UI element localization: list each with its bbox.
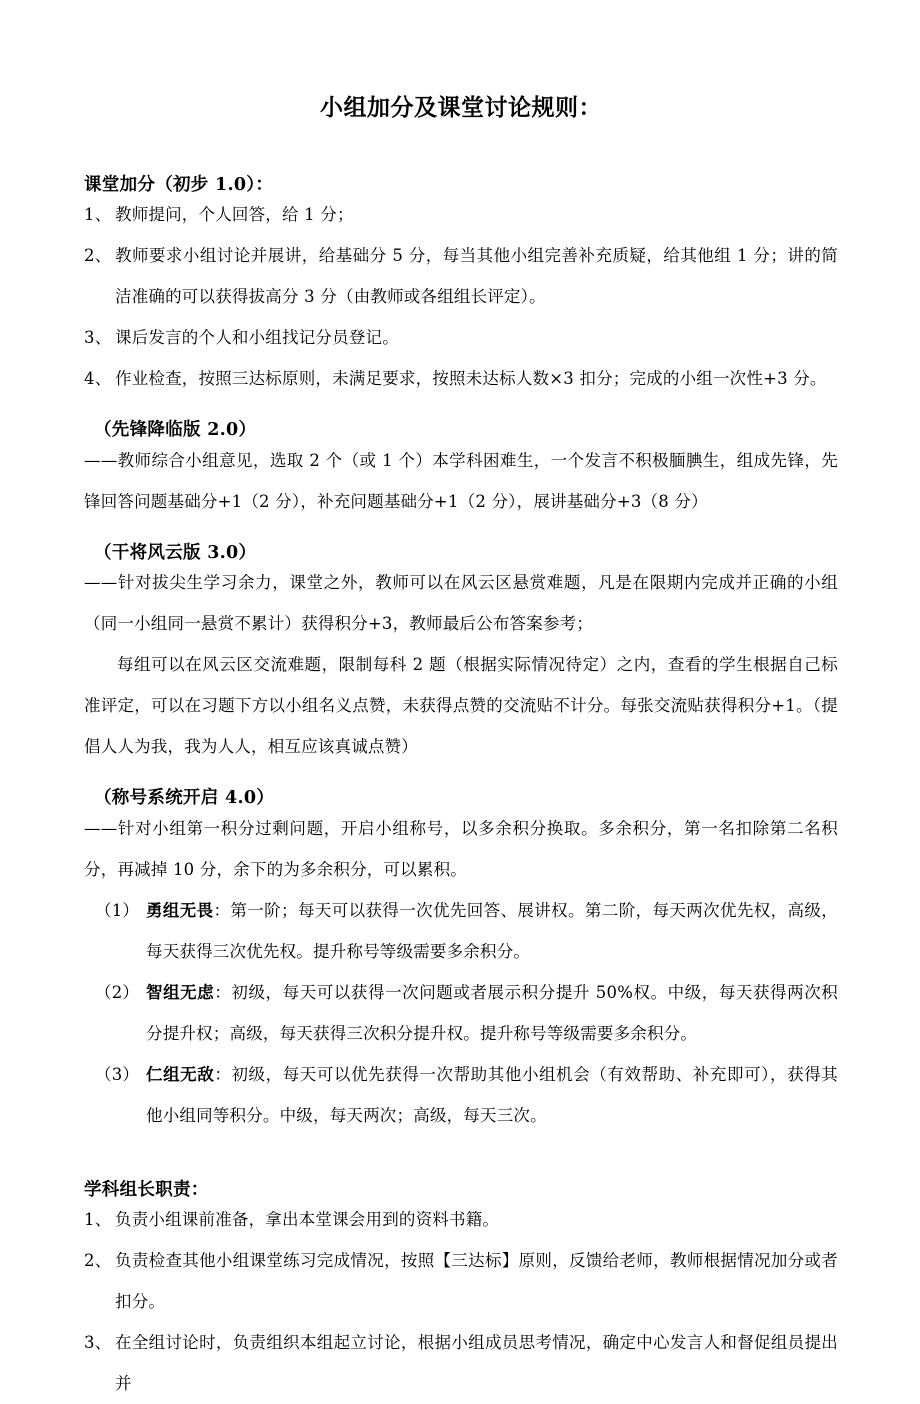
list-marker: （1） <box>95 900 140 920</box>
list-marker: 3、 <box>84 1333 112 1353</box>
list-marker: 4、 <box>84 369 112 389</box>
list-item-text: ：第一阶；每天可以获得一次优先回答、展讲权。第二阶，每天两次优先权，高级，每天获得三次优先权。提升称号等级需要多余积分。 <box>146 900 838 961</box>
list-marker: 2、 <box>84 1251 112 1271</box>
section-heading-leader-duties: 学科组长职责： <box>84 1179 209 1200</box>
list-item <box>84 1054 838 1136</box>
list-item <box>84 235 838 317</box>
list-marker: 1、 <box>84 205 112 225</box>
list-marker: （2） <box>95 982 140 1002</box>
list-item <box>84 358 838 399</box>
section-heading-classroom-points: 课堂加分（初步 1.0）： <box>84 174 274 195</box>
list-item <box>84 194 838 235</box>
list-item-text: ：初级，每天可以获得一次问题或者展示积分提升 50%权。中级，每天获得两次积分提升权；高级，每天获得三次积分提升权。提升称号等级需要多余积分。 <box>146 982 838 1043</box>
list-item <box>84 1199 838 1240</box>
list-item-text: 负责检查其他小组课堂练习完成情况，按照【三达标】原则，反馈给老师，教师根据情况加分或者扣分。 <box>115 1251 838 1312</box>
title-name: 仁组无敌 <box>146 1064 215 1084</box>
list-marker: 1、 <box>84 1210 112 1230</box>
paragraph: ——针对拔尖生学习余力，课堂之外，教师可以在风云区悬赏难题，凡是在限期内完成并正确的小组（同一小组同一悬赏不累计）获得积分+3，教师最后公布答案参考； <box>84 573 838 634</box>
paragraph: 每组可以在风云区交流难题，限制每科 2 题（根据实际情况待定）之内，查看的学生根据自己标准评定，可以在习题下方以小组名义点赞，未获得点赞的交流贴不计分。每张交流贴获得积分+1。（提倡人人为我，我为人人，相互应该真诚点赞） <box>84 655 838 757</box>
list-item <box>84 972 838 1054</box>
list-item-text: 作业检查，按照三达标原则，未满足要求，按照未达标人数×3 扣分；完成的小组一次性+3 分。 <box>115 369 827 389</box>
list-item <box>84 1322 838 1404</box>
list-item-text: 负责小组课前准备，拿出本堂课会用到的资料书籍。 <box>115 1210 500 1230</box>
list-item-text: ：初级，每天可以优先获得一次帮助其他小组机会（有效帮助、补充即可），获得其他小组同等积分。中级，每天两次；高级，每天三次。 <box>146 1064 838 1125</box>
list-marker: （3） <box>95 1064 140 1084</box>
section-heading-version-4: （称号系统开启 4.0） <box>94 788 275 809</box>
list-item-text: 教师要求小组讨论并展讲，给基础分 5 分，每当其他小组完善补充质疑，给其他组 1 分；讲的简洁准确的可以获得拔高分 3 分（由教师或各组组长评定）。 <box>115 246 838 307</box>
title-name: 勇组无畏 <box>146 900 214 920</box>
title-name: 智组无虑 <box>146 982 215 1002</box>
page-title: 小组加分及课堂讨论规则： <box>320 94 602 121</box>
list-item-text: 课后发言的个人和小组找记分员登记。 <box>115 328 399 348</box>
list-item <box>84 890 838 972</box>
document-content <box>84 0 838 1404</box>
section-heading-version-2: （先锋降临版 2.0） <box>94 420 257 441</box>
list-item-text: 在全组讨论时，负责组织本组起立讨论，根据小组成员思考情况，确定中心发言人和督促组员提出并 <box>115 1333 838 1394</box>
list-marker: 3、 <box>84 328 112 348</box>
list-item <box>84 1240 838 1322</box>
list-marker: 2、 <box>84 246 112 266</box>
section-heading-version-3: （干将风云版 3.0） <box>94 542 257 563</box>
paragraph: ——教师综合小组意见，选取 2 个（或 1 个）本学科困难生，一个发言不积极腼腆生，组成先锋，先锋回答问题基础分+1（2 分），补充问题基础分+1（2 分），展讲基础分+3（8 分） <box>84 450 838 511</box>
list-item <box>84 317 838 358</box>
paragraph: ——针对小组第一积分过剩问题，开启小组称号，以多余积分换取。多余积分，第一名扣除第二名积分，再减掉 10 分，余下的为多余积分，可以累积。 <box>84 818 838 879</box>
list-item-text: 教师提问，个人回答，给 1 分； <box>115 205 354 225</box>
